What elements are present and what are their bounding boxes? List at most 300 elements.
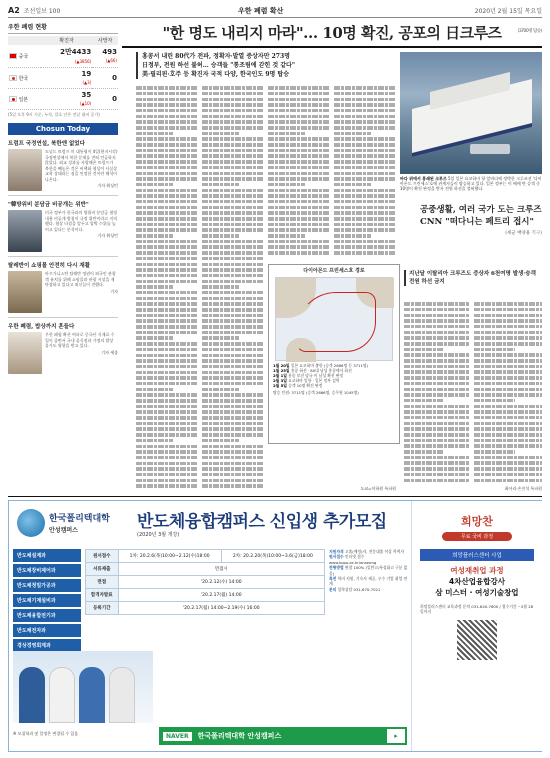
advertisement[interactable] <box>8 500 542 752</box>
text-line <box>474 427 542 431</box>
text-line <box>334 160 396 164</box>
text-line <box>334 251 396 255</box>
text-line <box>268 137 330 141</box>
article-column-5 <box>404 300 470 485</box>
students-photo <box>13 651 153 723</box>
section-title: 우한 폐렴 확산 <box>238 6 284 15</box>
text-line <box>136 308 198 312</box>
text-line <box>268 217 330 221</box>
text-line <box>474 405 542 409</box>
text-line <box>202 206 264 210</box>
department-item: 반도체융합전기과 <box>13 609 81 622</box>
text-line <box>202 473 264 477</box>
text-line <box>136 319 198 323</box>
text-line <box>136 137 198 141</box>
text-line <box>136 172 198 176</box>
text-line <box>268 166 330 170</box>
brief-item[interactable] <box>8 257 118 318</box>
ad-campus-name: 안성캠퍼스 <box>49 527 78 534</box>
text-line <box>136 382 198 386</box>
text-line <box>136 194 198 198</box>
brief-body: 우한 폐렴 확산 여파로 중국산 식재료 수입이 줄면서 국내 음식점과 가정의 밥상 물가도 영향을 받고 있다. <box>45 332 115 348</box>
text-line <box>404 467 470 471</box>
brief-byline: 기자 세종 <box>101 349 118 355</box>
paper-name: 조선일보 100 <box>23 8 61 15</box>
text-line <box>404 461 470 465</box>
text-line <box>404 365 470 369</box>
text-line <box>202 143 264 147</box>
trump-photo <box>8 149 42 191</box>
taliban-photo <box>8 271 42 313</box>
text-line <box>474 336 542 340</box>
text-line <box>202 172 264 176</box>
text-line <box>474 353 542 357</box>
text-line <box>268 160 330 164</box>
text-line <box>474 456 542 460</box>
text-line <box>334 234 371 238</box>
cnn-byline: 최아리·손진석 특파원 <box>504 486 542 491</box>
cruise-ship-photo <box>400 52 542 174</box>
headline-caption: (3700명 탑승) <box>517 29 542 34</box>
text-line <box>136 268 198 272</box>
text-line <box>334 154 396 158</box>
text-line <box>334 103 396 107</box>
text-line <box>136 183 173 187</box>
text-line <box>202 268 264 272</box>
text-line <box>136 143 198 147</box>
text-line <box>202 109 264 113</box>
text-line <box>334 217 396 221</box>
text-line <box>136 98 198 102</box>
text-line <box>202 200 264 204</box>
text-line <box>202 149 264 153</box>
text-line <box>334 126 396 130</box>
brief-body: 도널드 트럼프 미 대통령이 4일(현지시각) 국정연설에서 북한 문제를 전혀 언급하지 않았다. 외교 성과를 자랑해온 트럼프가 북한을 빼놓은 것은 비핵화 협상이 사실상 교착 상태라는 점을 인정한 것이란 해석이 나온다. <box>45 149 118 182</box>
text-line <box>268 149 330 153</box>
text-line <box>474 439 542 443</box>
text-line <box>474 382 542 386</box>
text-line <box>136 115 198 119</box>
text-line <box>202 382 264 386</box>
text-line <box>136 103 198 107</box>
text-line <box>202 445 264 449</box>
text-line <box>202 263 264 267</box>
text-line <box>404 388 470 392</box>
text-line <box>474 433 542 437</box>
department-item: 반도체설계과 <box>13 549 81 562</box>
text-line <box>136 92 198 96</box>
text-line <box>334 149 396 153</box>
text-line <box>202 393 264 397</box>
text-line <box>202 462 264 466</box>
table-row: 합격자발표 '20.2.17(월) 14:00 <box>86 589 325 602</box>
text-line <box>136 257 198 261</box>
text-line <box>268 251 330 255</box>
text-line <box>136 445 198 449</box>
photo-caption: 바다 위에서 봉쇄된 크루즈 5일 일본 요코하마 항 앞바다에 정박한 크루즈선 '다이아몬드 프린세스'호에 관계자들이 탑승하고 있다. 일본 정부는 이 배에 탄 승객 중 10명이 확진 판정을 받자 전원 하선을 불허했다. <box>400 176 542 191</box>
text-line <box>136 462 198 466</box>
text-line <box>136 217 198 221</box>
text-line <box>136 189 198 193</box>
text-line <box>404 331 470 335</box>
text-line <box>202 92 264 96</box>
text-line <box>404 399 444 403</box>
text-line <box>474 365 542 369</box>
table-row: 원서접수 1차: 20.2.6(목)10:00~2.12(수)18:00 2차: 20.2.20(목)10:00~3.6(금)18:00 <box>86 550 325 563</box>
text-line <box>202 410 264 414</box>
text-line <box>136 427 198 431</box>
text-line <box>136 285 173 289</box>
text-line <box>268 200 330 204</box>
stats-row: 중국 2만4433 (▲3856) 493 (▲66) <box>8 45 118 68</box>
naver-logo: NAVER <box>163 732 192 741</box>
left-sidebar <box>8 22 118 492</box>
issue-date: 2020년 2월 15일 목요일 <box>474 8 542 15</box>
article-column-6 <box>474 300 542 485</box>
subhead-line: 日정부, 전원 하선 불허… 승객들 "통조림에 갇힌 것 같다" <box>142 62 295 69</box>
brief-item[interactable] <box>8 135 118 196</box>
article-column-2 <box>202 84 264 489</box>
text-line <box>404 456 470 460</box>
text-line <box>136 331 198 335</box>
text-line <box>202 115 264 119</box>
text-line <box>202 194 264 198</box>
text-line <box>136 433 198 437</box>
text-line <box>334 120 396 124</box>
brief-title: 트럼프 국정연설, 북한엔 없었다 <box>8 141 85 147</box>
text-line <box>404 314 470 318</box>
text-line <box>136 245 198 249</box>
text-line <box>202 160 264 164</box>
text-line <box>404 439 470 443</box>
text-line <box>268 223 330 227</box>
text-line <box>404 382 470 386</box>
text-line <box>202 234 239 238</box>
text-line <box>136 342 198 346</box>
text-line <box>202 177 264 181</box>
text-line <box>202 280 264 284</box>
department-item: 반도체전자과 <box>13 624 81 637</box>
text-line <box>202 297 264 301</box>
text-line <box>136 86 198 90</box>
text-line <box>202 154 264 158</box>
text-line <box>334 132 371 136</box>
chosun-today-bar: Chosun Today <box>8 123 118 135</box>
text-line <box>136 325 198 329</box>
text-line <box>136 206 198 210</box>
text-line <box>136 371 198 375</box>
text-line <box>334 206 396 210</box>
text-line <box>404 433 470 437</box>
route-map-box <box>268 264 400 444</box>
text-line <box>474 308 542 312</box>
text-line <box>474 479 542 483</box>
text-line <box>202 257 264 261</box>
text-line <box>334 245 396 249</box>
department-item: 반도체기계설비과 <box>13 594 81 607</box>
text-line <box>268 154 330 158</box>
text-line <box>404 342 470 346</box>
text-line <box>404 416 470 420</box>
text-line <box>404 473 470 477</box>
brief-body: 미국 정부가 한국과의 방위비 분담금 협정 내용 비공개 방침이 규정 위반이라고 지적했다. 협상 타결을 앞두고 압박 수위를 높이고 있다는 분석이다. <box>45 210 118 232</box>
text-line <box>136 450 198 454</box>
ad-school-name: 한국폴리텍대학 <box>49 514 110 524</box>
brief-title: 우한 폐렴, 밥상까지 흔들다 <box>8 324 75 330</box>
text-line <box>202 274 264 278</box>
text-line <box>202 365 264 369</box>
text-line <box>334 194 396 198</box>
text-line <box>136 422 198 426</box>
stats-title: 우한 폐렴 현황 <box>8 22 118 34</box>
text-line <box>268 183 305 187</box>
text-line <box>202 456 264 460</box>
ad-schedule-table <box>85 549 325 615</box>
text-line <box>334 115 396 119</box>
text-line <box>334 137 396 141</box>
department-item: 경상경영회계과 <box>13 639 81 652</box>
text-line <box>202 427 264 431</box>
college-logo-icon <box>17 509 45 537</box>
ad-right-panel <box>411 501 542 751</box>
text-line <box>136 154 198 158</box>
text-line <box>202 86 264 90</box>
text-line <box>136 359 198 363</box>
text-line <box>202 467 264 471</box>
text-line <box>136 109 198 113</box>
text-line <box>268 245 330 249</box>
naver-search-query: 한국폴리텍대학 안성캠퍼스 <box>197 732 282 740</box>
text-line <box>268 240 330 244</box>
food-photo <box>8 332 42 374</box>
text-line <box>334 183 371 187</box>
text-line <box>202 336 239 340</box>
text-line <box>404 479 470 483</box>
text-line <box>136 160 198 164</box>
department-item: 반도체장비제어과 <box>13 564 81 577</box>
text-line <box>136 149 198 153</box>
department-item: 반도체정밀가공과 <box>13 579 81 592</box>
ad-divider <box>8 496 542 497</box>
naver-search-bar[interactable] <box>159 727 407 745</box>
text-line <box>334 98 396 102</box>
text-line <box>202 240 264 244</box>
text-line <box>268 211 330 215</box>
ad-department-list <box>13 549 81 654</box>
italy-subheadline: 지난달 이탈리아 크루즈도 증상자 6천여명 발생·승객 전원 하선 금지 <box>404 270 542 286</box>
ad-right-courses: 여성재취업 과정 4차산업융합강사 삼 미스터 · 여성기술창업 <box>435 566 519 597</box>
text-line <box>334 92 396 96</box>
ad-title: 반도체융합캠퍼스 신입생 추가모집 <box>137 512 387 532</box>
search-arrow-icon[interactable]: ▸ <box>387 729 405 743</box>
stats-row: 한국 19 (▲3) 0 <box>8 68 118 89</box>
ad-right-brand: 희망찬 <box>461 515 493 528</box>
text-line <box>404 348 444 352</box>
text-line <box>202 103 264 107</box>
brief-byline: 기자 워싱턴 <box>97 183 118 188</box>
text-line <box>136 302 198 306</box>
text-line <box>202 183 239 187</box>
text-line <box>474 473 542 477</box>
brief-byline: 기자 워싱턴 <box>97 233 118 238</box>
text-line <box>136 456 198 460</box>
text-line <box>474 444 542 448</box>
text-line <box>404 353 470 357</box>
text-line <box>202 433 264 437</box>
brief-item[interactable] <box>8 196 118 257</box>
brief-body: 아프가니스탄 탈레반 정권이 외국인 관광객 유치를 위해 쇼핑몰과 관광 시설을 재단장하고 있다고 외신들이 전했다. <box>45 271 116 287</box>
text-line <box>404 359 470 363</box>
text-line <box>136 223 198 227</box>
subheads <box>136 52 386 79</box>
text-line <box>474 342 542 346</box>
text-line <box>136 467 198 471</box>
text-line <box>202 439 239 443</box>
text-line <box>136 376 198 380</box>
brief-byline: 기자 <box>110 288 118 294</box>
table-row: 서류제출 면접시 <box>86 563 325 576</box>
table-row: 면접 '20.2.12(수) 14:00 <box>86 576 325 589</box>
text-line <box>136 405 198 409</box>
text-line <box>136 410 198 414</box>
text-line <box>202 399 264 403</box>
text-line <box>474 450 515 454</box>
text-line <box>334 228 396 232</box>
text-line <box>334 143 396 147</box>
text-line <box>136 336 173 340</box>
text-line <box>136 228 198 232</box>
text-line <box>136 388 173 392</box>
ad-year: (2020년 3월 개강) <box>137 532 180 538</box>
text-line <box>474 416 542 420</box>
text-line <box>404 336 470 340</box>
text-line <box>136 120 198 124</box>
subhead-line: 美·필리핀·호주 등 확진자 국적 다양, 한국인도 9명 탑승 <box>142 71 289 78</box>
text-line <box>268 189 330 193</box>
text-line <box>202 132 239 136</box>
text-line <box>474 388 542 392</box>
text-line <box>202 422 264 426</box>
subhead-line: 홍콩서 내린 80代가 전파, 정확자·발열 증상자만 273명 <box>142 53 290 60</box>
main-headline: "한 명도 내리지 마라"… 10명 확진, 공포의 日크루즈 (3700명 탑승) <box>122 22 542 48</box>
text-line <box>136 251 198 255</box>
text-line <box>268 143 330 147</box>
text-line <box>404 302 470 306</box>
text-line <box>202 285 239 289</box>
text-line <box>202 302 264 306</box>
text-line <box>268 109 330 113</box>
text-line <box>202 371 264 375</box>
text-line <box>202 217 264 221</box>
text-line <box>474 376 542 380</box>
brief-title: "韓방위비 분담금 비공개는 위반" <box>8 202 89 208</box>
text-line <box>334 223 396 227</box>
stats-col-confirmed: 확진자 <box>41 36 92 45</box>
text-line <box>136 416 198 420</box>
text-line <box>474 393 542 397</box>
text-line <box>136 132 173 136</box>
text-line <box>334 189 396 193</box>
text-line <box>136 354 198 358</box>
text-line <box>404 427 470 431</box>
text-line <box>268 103 330 107</box>
korea-flag-icon <box>9 75 17 81</box>
text-line <box>136 365 198 369</box>
text-line <box>202 314 264 318</box>
text-line <box>202 166 264 170</box>
cnn-subheadline: 공중생활, 여러 국가 도는 크루즈 CNN "떠다니는 페트리 접시" (세균 배양용 기구) <box>420 205 542 236</box>
text-line <box>202 354 264 358</box>
text-line <box>268 115 330 119</box>
text-line <box>268 86 330 90</box>
text-line <box>474 410 542 414</box>
main-byline: 도쿄=이하원 특파원 <box>360 486 396 491</box>
text-line <box>136 297 198 301</box>
text-line <box>136 211 198 215</box>
text-line <box>404 410 470 414</box>
text-line <box>268 126 330 130</box>
text-line <box>202 137 264 141</box>
text-line <box>136 473 198 477</box>
text-line <box>136 479 198 483</box>
text-line <box>202 450 264 454</box>
text-line <box>202 251 264 255</box>
qr-code-icon[interactable] <box>457 620 497 660</box>
text-line <box>474 325 542 329</box>
brief-title: 탈레반이 쇼핑몰 안전히 다시 재활 <box>8 263 91 269</box>
text-line <box>474 467 542 471</box>
text-line <box>202 308 264 312</box>
text-line <box>404 319 470 323</box>
text-line <box>202 98 264 102</box>
text-line <box>334 240 396 244</box>
brief-item[interactable] <box>8 318 118 378</box>
route-map <box>275 277 393 361</box>
text-line <box>202 228 264 232</box>
text-line <box>202 211 264 215</box>
text-line <box>202 376 264 380</box>
stats-note: (5일 오후 9시 기준, 누적, 괄호 안은 전날 대비 증가) <box>8 112 100 117</box>
text-line <box>474 319 542 323</box>
text-line <box>268 194 330 198</box>
text-line <box>474 314 542 318</box>
china-flag-icon <box>9 53 17 59</box>
text-line <box>202 223 264 227</box>
text-line <box>334 86 396 90</box>
text-line <box>202 405 264 409</box>
ad-right-contact: 희망플러스센터 교육과정 문의 031-640-7600 / 접수기간 ~2월 28일까지 <box>420 604 534 614</box>
text-line <box>136 399 198 403</box>
text-line <box>334 166 396 170</box>
stats-table <box>8 36 118 110</box>
text-line <box>474 302 542 306</box>
text-line <box>136 439 173 443</box>
text-line <box>202 479 264 483</box>
text-line <box>474 348 515 352</box>
text-line <box>202 342 264 346</box>
text-line <box>136 166 198 170</box>
text-line <box>404 308 470 312</box>
text-line <box>404 370 470 374</box>
text-line <box>474 461 542 465</box>
text-line <box>334 177 396 181</box>
text-line <box>404 444 470 448</box>
text-line <box>136 393 198 397</box>
text-line <box>202 484 264 488</box>
japan-flag-icon <box>9 96 17 102</box>
text-line <box>136 200 198 204</box>
text-line <box>136 291 198 295</box>
